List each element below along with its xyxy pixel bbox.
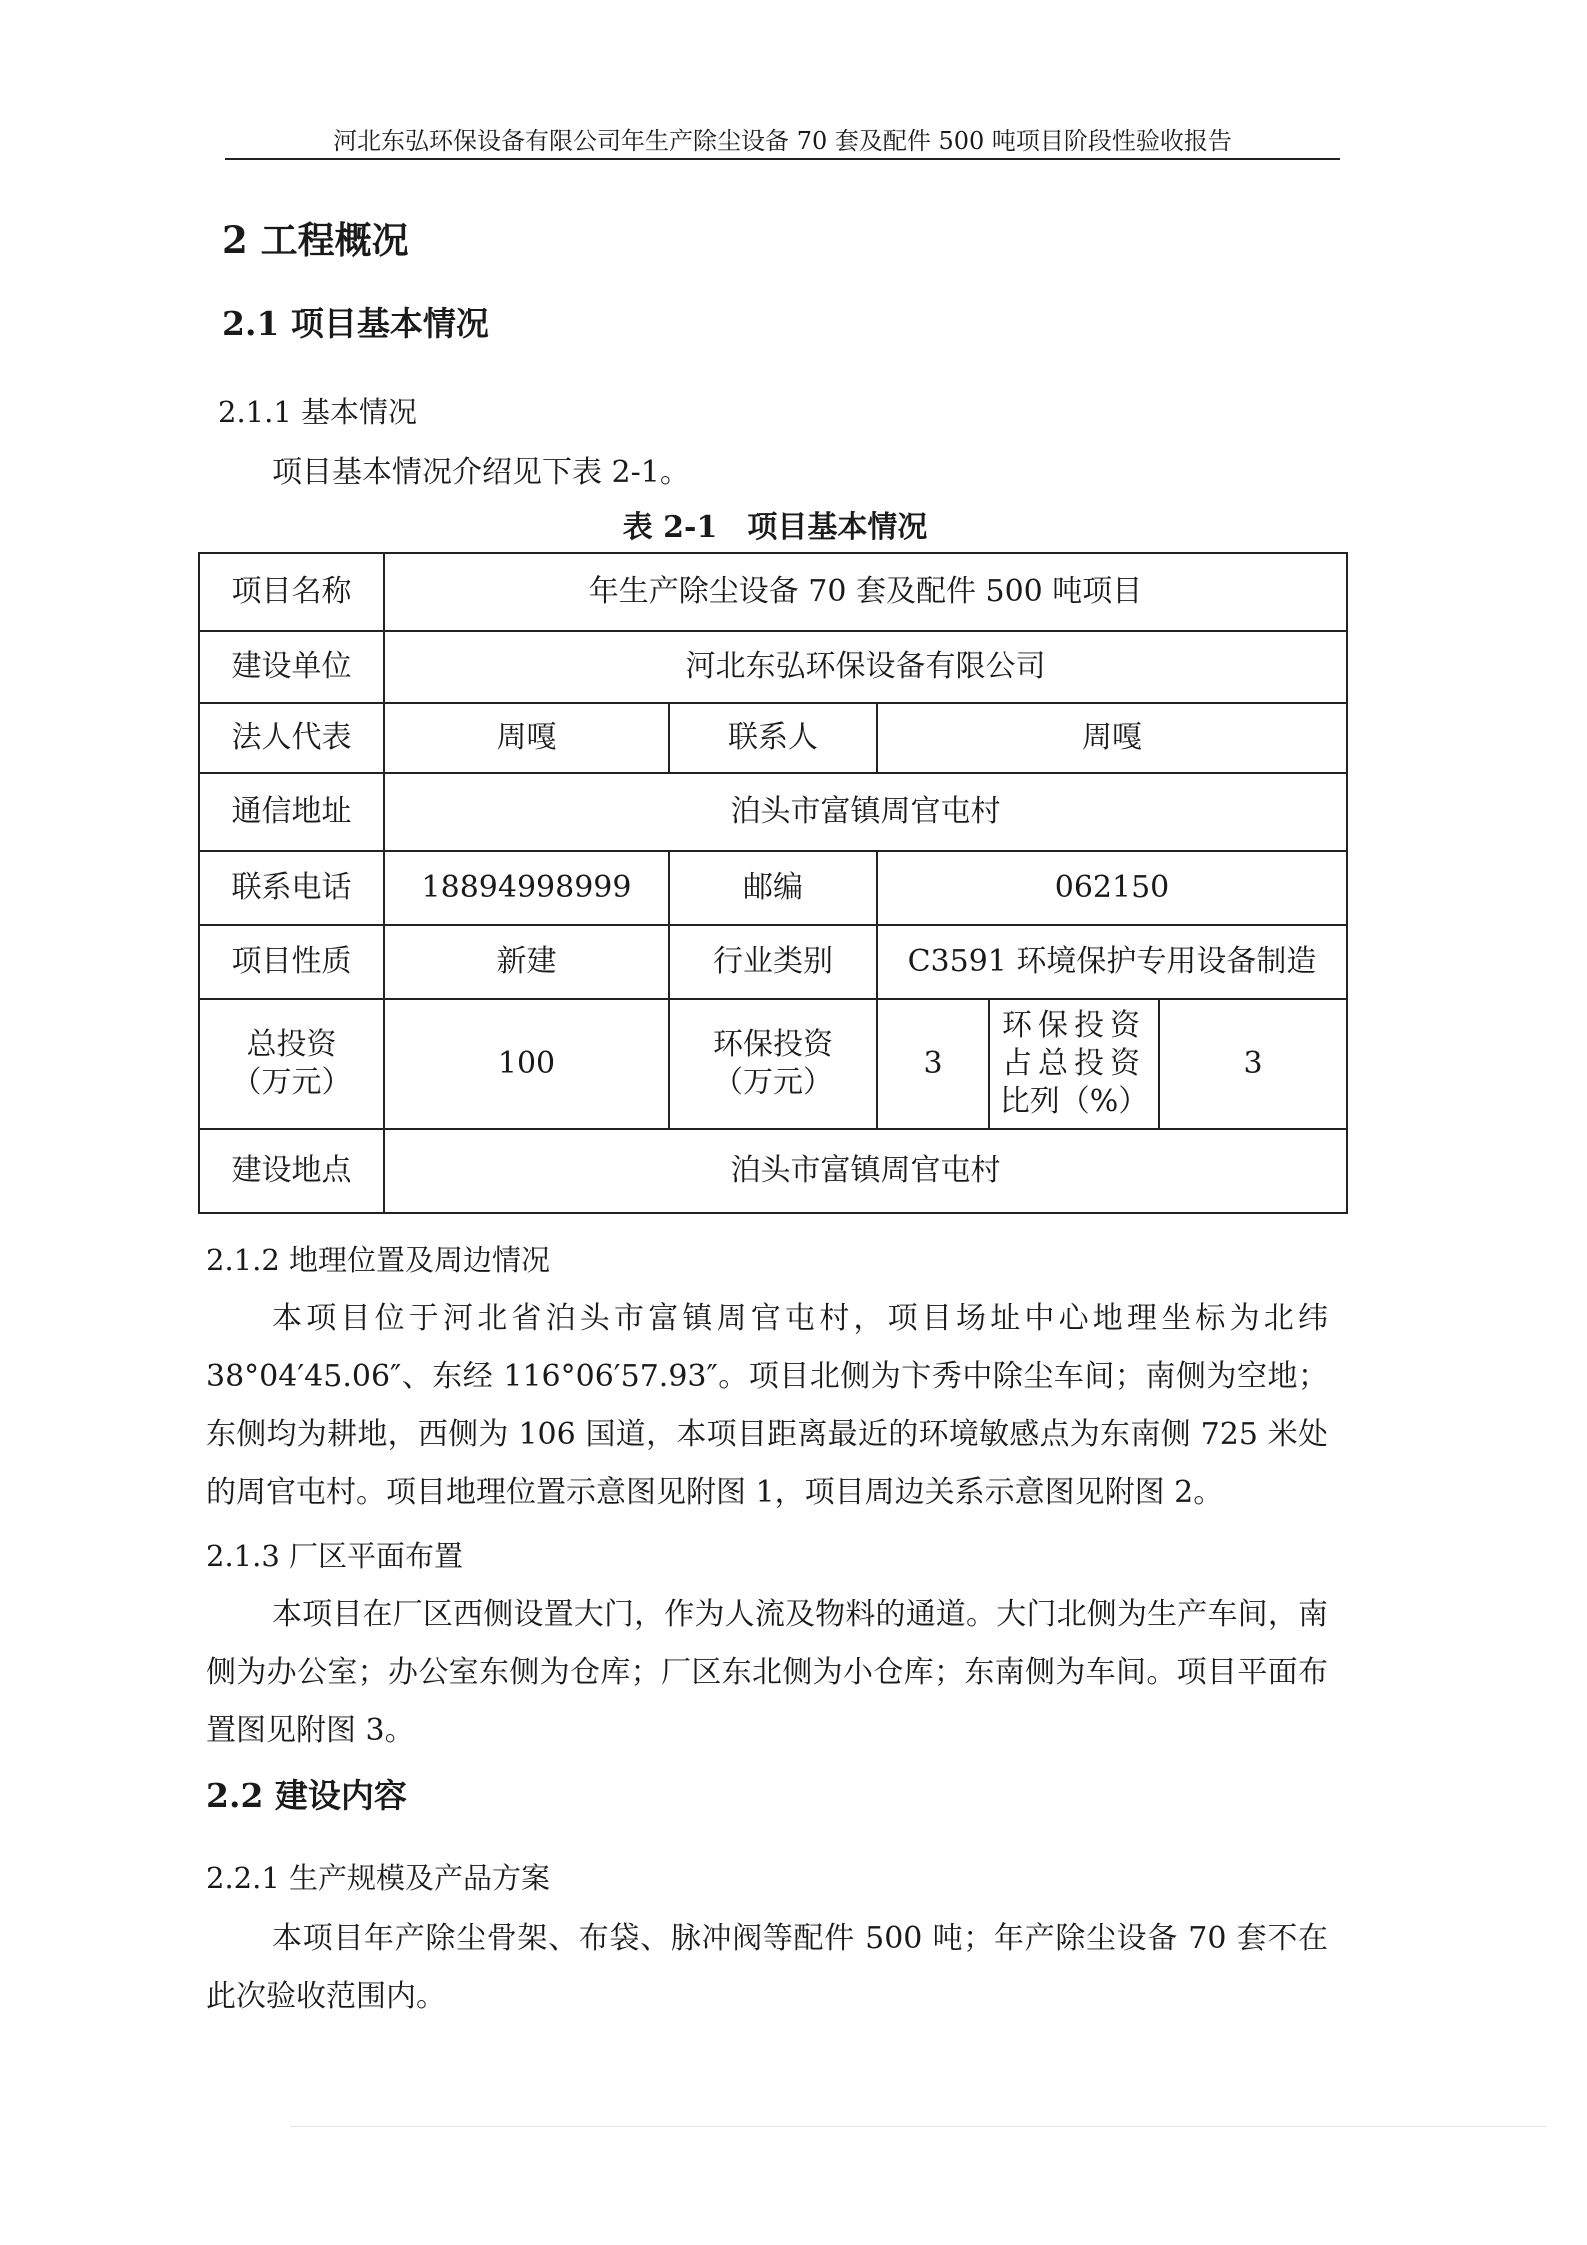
cell-value-project-name: 年生产除尘设备 70 套及配件 500 吨项目 [384,553,1347,631]
cell-value-env-investment: 3 [877,999,989,1129]
subsection-heading-2-1-2: 2.1.2 地理位置及周边情况 [206,1243,551,1277]
cell-label-legal-rep: 法人代表 [199,703,384,773]
label-line: 占总投资 [1002,1046,1146,1081]
footer-divider [290,2126,1546,2127]
table-row [199,631,1347,703]
label-line: 环保投资 [713,1027,833,1062]
geography-paragraph: 本项目位于河北省泊头市富镇周官屯村，项目场址中心地理坐标为北纬38°04′45.06″、东经 116°06′57.93″。项目北侧为卞秀中除尘车间；南侧为空地；东侧均为耕地，西侧为 106 国道，本项目距离最近的环境敏感点为东南侧 725 米处的周官屯村。项目地理位置示意图见附图 1，项目周边关系示意图见附图 2。 [206,1301,1328,1510]
table-row [199,999,1347,1129]
cell-label-builder: 建设单位 [199,631,384,703]
subsection-heading-2-1-1: 2.1.1 基本情况 [218,395,418,429]
header-divider [225,158,1340,160]
cell-label-contact: 联系人 [669,703,877,773]
cell-label-env-ratio [989,999,1159,1129]
section-heading-2-1: 2.1 项目基本情况 [222,304,489,343]
cell-label-industry: 行业类别 [669,925,877,999]
label-line: （万元） [713,1065,833,1100]
cell-value-env-ratio: 3 [1159,999,1347,1129]
table-intro-paragraph: 项目基本情况介绍见下表 2-1。 [272,455,690,490]
cell-label-phone: 联系电话 [199,851,384,925]
layout-paragraph: 本项目在厂区西侧设置大门，作为人流及物料的通道。大门北侧为生产车间，南侧为办公室；办公室东侧为仓库；厂区东北侧为小仓库；东南侧为车间。项目平面布置图见附图 3。 [206,1597,1328,1748]
cell-label-nature: 项目性质 [199,925,384,999]
table-row [199,553,1347,631]
cell-value-total-investment: 100 [384,999,669,1129]
subsection-heading-2-1-3: 2.1.3 厂区平面布置 [206,1539,464,1573]
cell-value-address: 泊头市富镇周官屯村 [384,773,1347,851]
table-row [199,851,1347,925]
cell-label-postcode: 邮编 [669,851,877,925]
running-header: 河北东弘环保设备有限公司年生产除尘设备 70 套及配件 500 吨项目阶段性验收报告 [333,127,1232,155]
cell-value-phone: 18894998999 [384,851,669,925]
cell-label-location: 建设地点 [199,1129,384,1213]
cell-value-nature: 新建 [384,925,669,999]
table-row [199,773,1347,851]
section-heading-2: 2 工程概况 [222,218,409,262]
label-line: 环保投资 [1002,1008,1146,1043]
table-caption: 表 2-1 项目基本情况 [622,510,928,545]
cell-label-env-investment [669,999,877,1129]
label-line: 比列（%） [999,1084,1149,1119]
table-row [199,925,1347,999]
cell-value-builder: 河北东弘环保设备有限公司 [384,631,1347,703]
cell-value-contact: 周嘎 [877,703,1347,773]
label-line: （万元） [231,1065,352,1100]
cell-label-address: 通信地址 [199,773,384,851]
cell-value-legal-rep: 周嘎 [384,703,669,773]
cell-value-industry: C3591 环境保护专用设备制造 [877,925,1347,999]
production-scale-paragraph: 本项目年产除尘骨架、布袋、脉冲阀等配件 500 吨；年产除尘设备 70 套不在此次验收范围内。 [206,1921,1328,2014]
cell-label-total-investment [199,999,384,1129]
section-heading-2-2: 2.2 建设内容 [206,1776,407,1815]
cell-label-project-name: 项目名称 [199,553,384,631]
subsection-heading-2-2-1: 2.2.1 生产规模及产品方案 [206,1861,551,1895]
cell-value-location: 泊头市富镇周官屯村 [384,1129,1347,1213]
table-row [199,1129,1347,1213]
label-line: 总投资 [246,1027,337,1062]
table-row [199,703,1347,773]
cell-value-postcode: 062150 [877,851,1347,925]
project-info-table [198,552,1348,1214]
